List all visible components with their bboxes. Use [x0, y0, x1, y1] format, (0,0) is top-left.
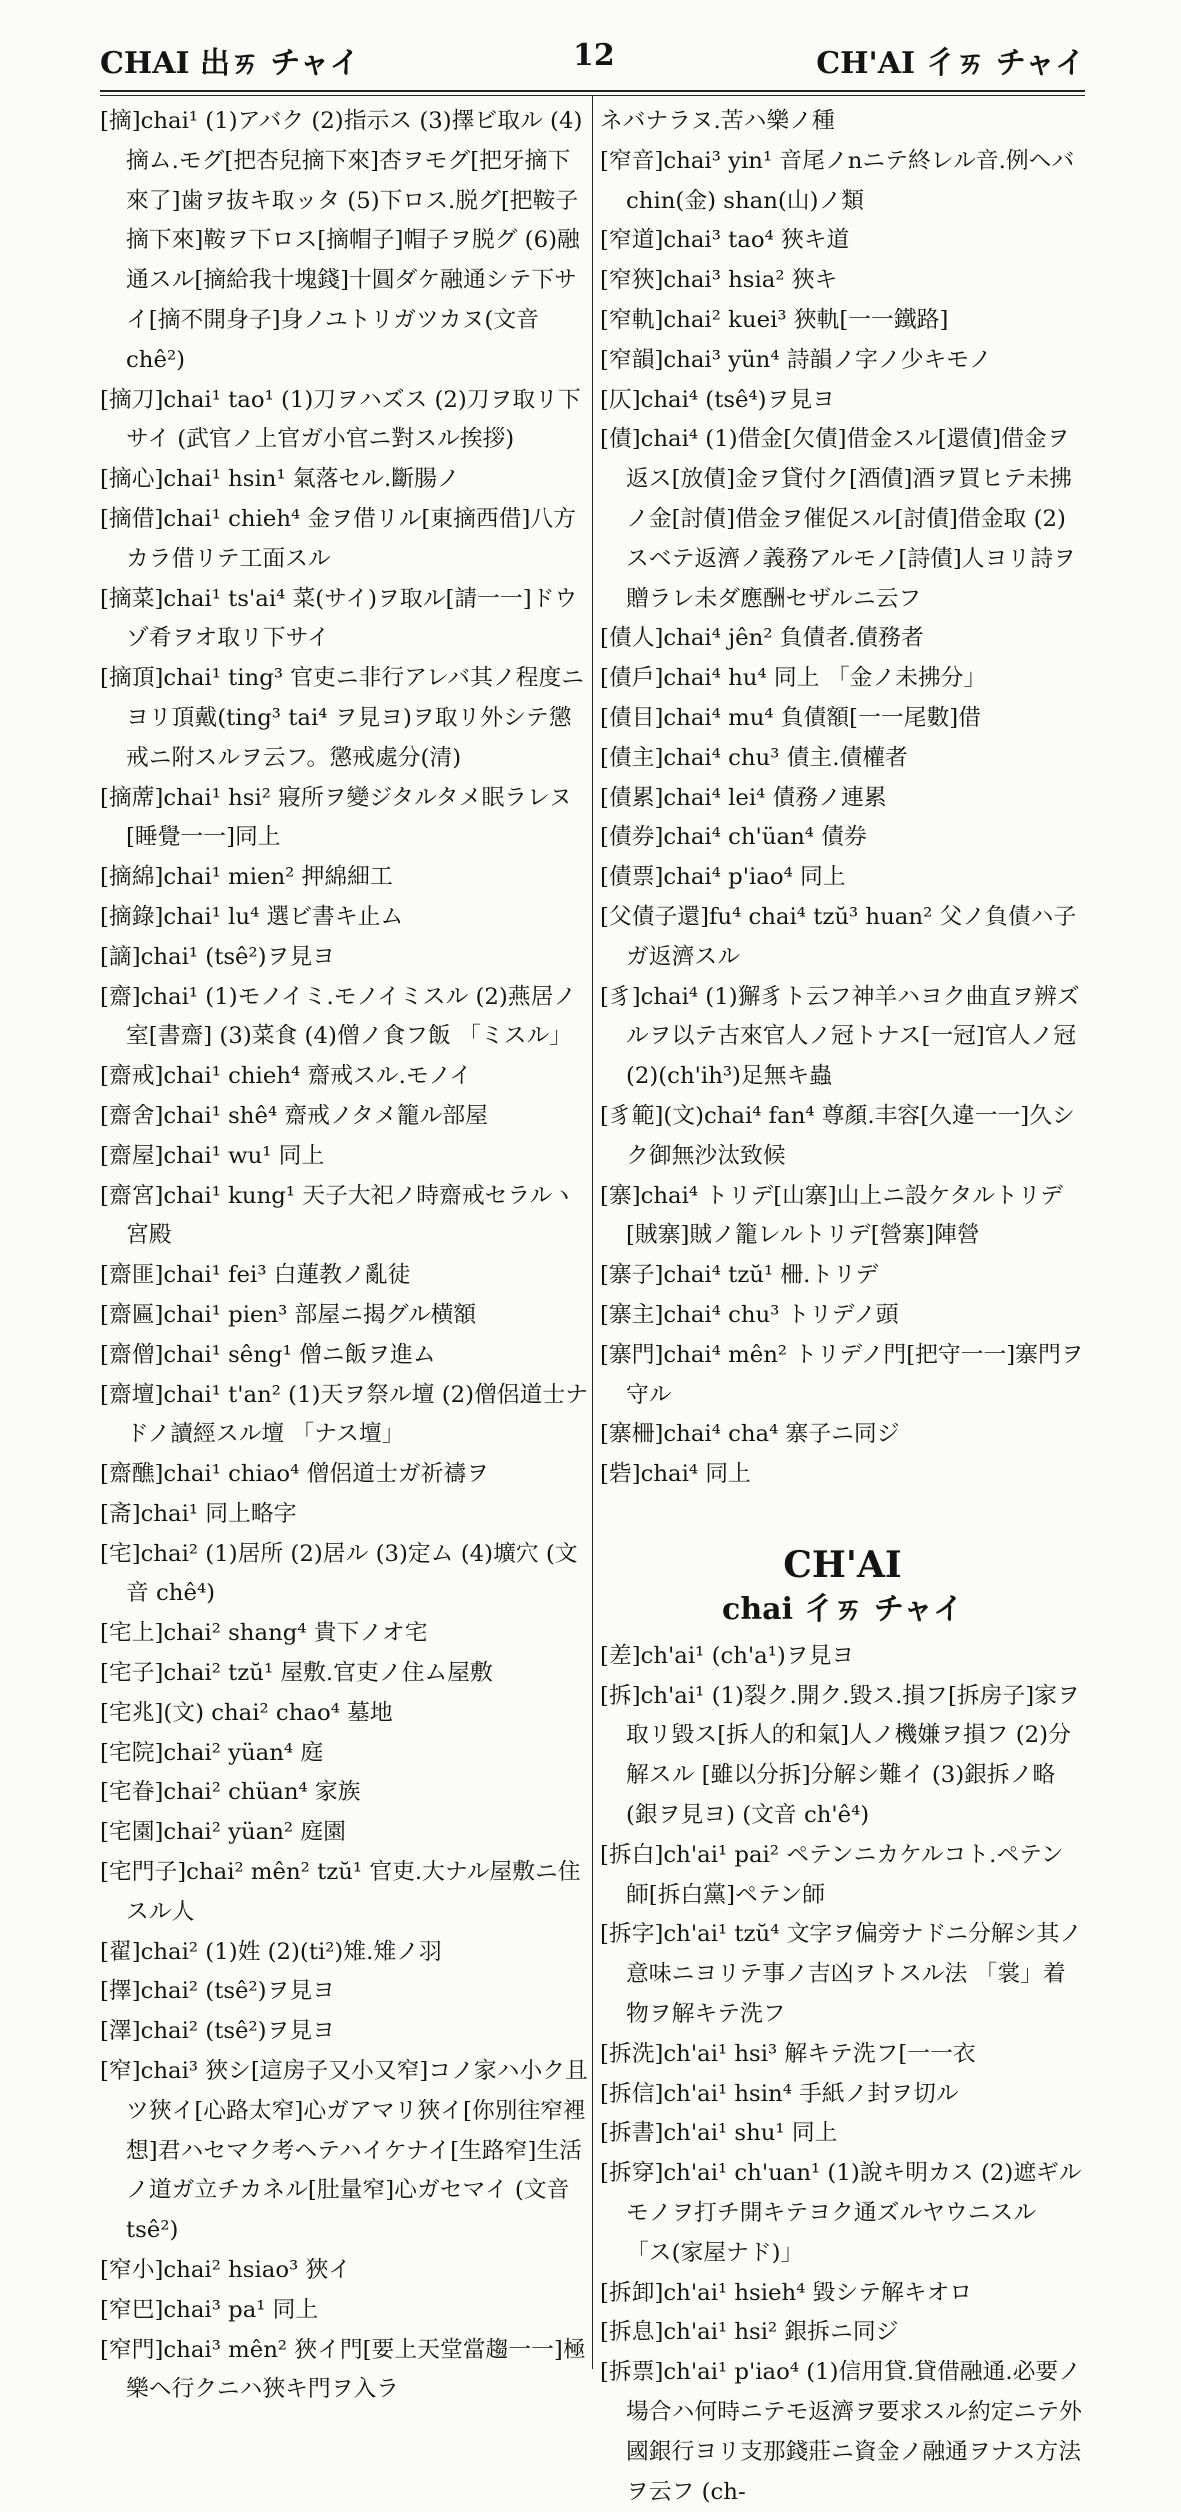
dictionary-entry: [齋戒]chai¹ chieh⁴ 齋戒スル.モノイ [100, 1063, 472, 1090]
dictionary-entry: [謫]chai¹ (tsê²)ヲ見ヨ [100, 943, 335, 970]
dictionary-entry: [窄門]chai³ mên² 狹イ門[要上天堂當趨一一]極樂ヘ行クニハ狹キ門ヲ入ラ [100, 2336, 586, 2403]
dictionary-entry: [拆息]ch'ai¹ hsi² 銀拆ニ同ジ [600, 2319, 899, 2346]
dictionary-entry: [債戶]chai⁴ hu⁴ 同上 「金ノ未拂分」 [600, 665, 987, 692]
dictionary-entry: [父債子還]fu⁴ chai⁴ tzŭ³ huan² 父ノ負債ハ子ガ返濟スル [600, 903, 1077, 970]
dictionary-entry: [齋宮]chai¹ kung¹ 天子大祀ノ時齋戒セラルヽ宮殿 [100, 1182, 576, 1249]
dictionary-entry: [齋舍]chai¹ shê⁴ 齋戒ノタメ籠ル部屋 [100, 1102, 488, 1129]
dictionary-entry: [摘蓆]chai¹ hsi² 寢所ヲ變ジタルタメ眠ラレヌ[睡覺一一]同上 [100, 784, 572, 851]
dictionary-entry: [宅兆](文) chai² chao⁴ 墓地 [100, 1699, 393, 1726]
left-column [100, 102, 590, 2403]
dictionary-entry: [宅院]chai² yüan⁴ 庭 [100, 1739, 324, 1766]
dictionary-entry: [齋壇]chai¹ t'an² (1)天ヲ祭ル壇 (2)僧侶道士ナドノ讀經スル壇 「ナス壇」 [100, 1381, 588, 1448]
dictionary-entry: [拆書]ch'ai¹ shu¹ 同上 [600, 2120, 838, 2147]
dictionary-entry: [摘綿]chai¹ mien² 押綿細工 [100, 864, 393, 891]
dictionary-entry: [宅園]chai² yüan² 庭園 [100, 1819, 346, 1846]
dictionary-entry: [摘菜]chai¹ ts'ai⁴ 菜(サイ)ヲ取ル[請一一]ドウゾ肴ヲオ取リ下サイ [100, 585, 578, 652]
running-head-left: CHAI 出ㄞ チャイ [100, 46, 360, 81]
dictionary-entry: [債累]chai⁴ lei⁴ 債務ノ連累 [600, 784, 887, 811]
dictionary-entry: [拆信]ch'ai¹ hsin⁴ 手紙ノ封ヲ切ル [600, 2080, 959, 2107]
dictionary-entry: [窄音]chai³ yin¹ 音尾ノnニテ終レル音.例ヘバ chin(金) shan(山)ノ類 [600, 147, 1075, 214]
dictionary-entry: [摘]chai¹ (1)アバク (2)指示ス (3)擇ビ取ル (4)摘ム.モグ[把杏兒摘下來]杏ヲモグ[把牙摘下來了]歯ヲ抜キ取ッタ (5)下ロス.脱グ[把鞍子摘下來]鞍ヲ下ロス[摘帽子]帽子ヲ脱グ (6)融通スル[摘給我十塊錢]十圓ダケ融通シテ下サイ[摘不開身子]身ノユトリガツカヌ(文音 chê²) [100, 108, 583, 373]
dictionary-entry: [齋匾]chai¹ pien³ 部屋ニ揭グル横額 [100, 1301, 477, 1328]
dictionary-entry: [窄巴]chai³ pa¹ 同上 [100, 2296, 319, 2323]
page-number: 12 [573, 38, 615, 73]
dictionary-entry: [斋]chai¹ 同上略字 [100, 1500, 297, 1527]
dictionary-entry: [齋匪]chai¹ fei³ 白蓮教ノ亂徒 [100, 1262, 411, 1289]
dictionary-entry: [齋僧]chai¹ sêng¹ 僧ニ飯ヲ進ム [100, 1341, 436, 1368]
dictionary-entry: [債主]chai⁴ chu³ 債主.債權者 [600, 744, 908, 771]
dictionary-entry: [債券]chai⁴ ch'üan⁴ 債券 [600, 824, 867, 851]
dictionary-entry: [宅子]chai² tzŭ¹ 屋敷.官吏ノ住ム屋敷 [100, 1660, 493, 1687]
dictionary-entry: [仄]chai⁴ (tsê⁴)ヲ見ヨ [600, 386, 835, 413]
section-title: CH'AI [783, 1543, 902, 1586]
header-rule [100, 90, 1085, 92]
dictionary-entry: [拆字]ch'ai¹ tzŭ⁴ 文字ヲ偏旁ナドニ分解シ其ノ意味ニヨリテ事ノ吉凶ヲトスル法 「裳」着物ヲ解キテ洗フ [600, 1921, 1083, 2028]
dictionary-entry: [拆票]ch'ai¹ p'iao⁴ (1)信用貸.貸借融通.必要ノ場合ハ何時ニテモ返濟ヲ要求スル約定ニテ外國銀行ヨリ支那錢莊ニ資金ノ融通ヲナス方法ヲ云フ (ch- [600, 2359, 1082, 2505]
dictionary-entry: [寨主]chai⁴ chu³ トリデノ頭 [600, 1301, 899, 1328]
dictionary-entry: [債]chai⁴ (1)借金[欠債]借金スル[還債]借金ヲ返ス[放債]金ヲ貸付ク[酒債]酒ヲ買ヒテ未拂ノ金[討債]借金ヲ催促スル[討債]借金取 (2)スベテ返濟ノ義務アルモノ[詩債]人ヨリ詩ヲ贈ラレ未ダ應酬セザルニ云フ [600, 426, 1076, 612]
dictionary-entry: [寨柵]chai⁴ cha⁴ 寨子ニ同ジ [600, 1421, 900, 1448]
dictionary-entry: [窄小]chai² hsiao³ 狹イ [100, 2257, 352, 2284]
dictionary-entry: [砦]chai⁴ 同上 [600, 1461, 751, 1488]
dictionary-entry: [澤]chai² (tsê²)ヲ見ヨ [100, 2018, 335, 2045]
dictionary-entry: [窄道]chai³ tao⁴ 狹キ道 [600, 227, 850, 254]
right-column-entries-2 [600, 1637, 1085, 2512]
right-column-entries [600, 102, 1085, 1495]
dictionary-entry: [翟]chai² (1)姓 (2)(ti²)雉.雉ノ羽 [100, 1938, 442, 1965]
dictionary-entry: [擇]chai² (tsê²)ヲ見ヨ [100, 1978, 335, 2005]
section-subtitle: chai 彳ㄞ チャイ [722, 1591, 963, 1627]
dictionary-entry: [債票]chai⁴ p'iao⁴ 同上 [600, 864, 846, 891]
dictionary-entry: [齋屋]chai¹ wu¹ 同上 [100, 1142, 325, 1169]
column-divider [592, 96, 593, 2369]
dictionary-entry: [宅]chai² (1)居所 (2)居ル (3)定ム (4)壙穴 (文音 chê⁴) [100, 1540, 578, 1607]
dictionary-entry: ネバナラヌ.苦ハ樂ノ種 [600, 108, 835, 134]
right-column [600, 102, 1085, 2505]
dictionary-entry: [拆洗]ch'ai¹ hsi³ 解キテ洗フ[一一衣 [600, 2040, 976, 2067]
dictionary-entry: [豸範](文)chai⁴ fan⁴ 尊顏.丰容[久違一一]久シク御無沙汰致候 [600, 1102, 1075, 1169]
dictionary-entry: [宅門子]chai² mên² tzŭ¹ 官吏.大ナル屋敷ニ住スル人 [100, 1859, 581, 1925]
dictionary-entry: [齋]chai¹ (1)モノイミ.モノイミスル (2)燕居ノ室[書齋] (3)菜食 (4)僧ノ食フ飯 「ミスル」 [100, 983, 577, 1050]
dictionary-entry: [宅眷]chai² chüan⁴ 家族 [100, 1779, 361, 1806]
running-head-right: CH'AI 彳ㄞ チャイ [816, 46, 1085, 81]
dictionary-entry: [拆卸]ch'ai¹ hsieh⁴ 毀シテ解キオロ [600, 2279, 973, 2306]
dictionary-entry: [齋醮]chai¹ chiao⁴ 僧侶道士ガ祈禱ヲ [100, 1461, 489, 1488]
dictionary-entry: [寨門]chai⁴ mên² トリデノ門[把守一一]寨門ヲ守ル [600, 1341, 1084, 1408]
dictionary-entry: [寨子]chai⁴ tzŭ¹ 柵.トリデ [600, 1262, 879, 1289]
dictionary-entry: [寨]chai⁴ トリデ[山寨]山上ニ設ケタルトリデ[賊寨]賊ノ籠レルトリデ[營寨]陣營 [600, 1182, 1063, 1249]
dictionary-entry: [債人]chai⁴ jên² 負債者.債務者 [600, 625, 924, 652]
dictionary-entry: [摘借]chai¹ chieh⁴ 金ヲ借リル[東摘西借]八方カラ借リテ工面スル [100, 505, 576, 572]
dictionary-entry: [摘頂]chai¹ ting³ 官吏ニ非行アレバ其ノ程度ニヨリ頂戴(ting³ tai⁴ ヲ見ヨ)ヲ取リ外シテ懲戒ニ附スルヲ云フ。懲戒處分(清) [100, 665, 585, 771]
dictionary-entry: [宅上]chai² shang⁴ 貴下ノオ宅 [100, 1620, 428, 1647]
dictionary-entry: [差]ch'ai¹ (ch'a¹)ヲ見ヨ [600, 1642, 855, 1669]
dictionary-entry: [窄韻]chai³ yün⁴ 詩韻ノ字ノ少キモノ [600, 346, 992, 373]
dictionary-entry: [債目]chai⁴ mu⁴ 負債額[一一尾數]借 [600, 704, 981, 731]
dictionary-entry: [拆]ch'ai¹ (1)裂ク.開ク.毀ス.損フ[拆房子]家ヲ取リ毀ス[拆人的和氣]人ノ機嫌ヲ損フ (2)分解スル [雖以分拆]分解シ難イ (3)銀拆ノ略(銀ヲ見ヨ) (文音 ch'ê⁴) [600, 1682, 1080, 1829]
dictionary-entry: [摘錄]chai¹ lu⁴ 選ビ書キ止ム [100, 903, 404, 930]
dictionary-entry: [窄軌]chai² kuei³ 狹軌[一一鐵路] [600, 306, 949, 333]
dictionary-entry: [豸]chai⁴ (1)獬豸ト云フ神羊ハヨク曲直ヲ辨ズルヲ以テ古來官人ノ冠トナス[一冠]官人ノ冠 (2)(ch'ih³)足無キ蟲 [600, 983, 1080, 1090]
dictionary-entry: [拆穿]ch'ai¹ ch'uan¹ (1)說キ明カス (2)遮ギルモノヲ打チ開キテヨク通ズルヤウニスル 「ス(家屋ナド)」 [600, 2160, 1082, 2266]
dictionary-entry: [窄狹]chai³ hsia² 狹キ [600, 267, 838, 294]
dictionary-entry: [摘心]chai¹ hsin¹ 氣落セル.斷腸ノ [100, 466, 460, 493]
dictionary-entry: [摘刀]chai¹ tao¹ (1)刀ヲハズス (2)刀ヲ取リ下サイ (武官ノ上官ガ小官ニ對スル挨拶) [100, 386, 581, 453]
dictionary-entry: [窄]chai³ 狹シ[這房子又小又窄]コノ家ハ小ク且ツ狹イ[心路太窄]心ガアマリ狹イ[你別往窄裡想]君ハセマク考ヘテハイケナイ[生路窄]生活ノ道ガ立チカネル[肚量窄]心ガセマイ (文音 tsê²) [100, 2058, 588, 2244]
dictionary-entry: [拆白]ch'ai¹ pai² ペテンニカケルコト.ペテン師[拆白黨]ペテン師 [600, 1841, 1064, 1908]
